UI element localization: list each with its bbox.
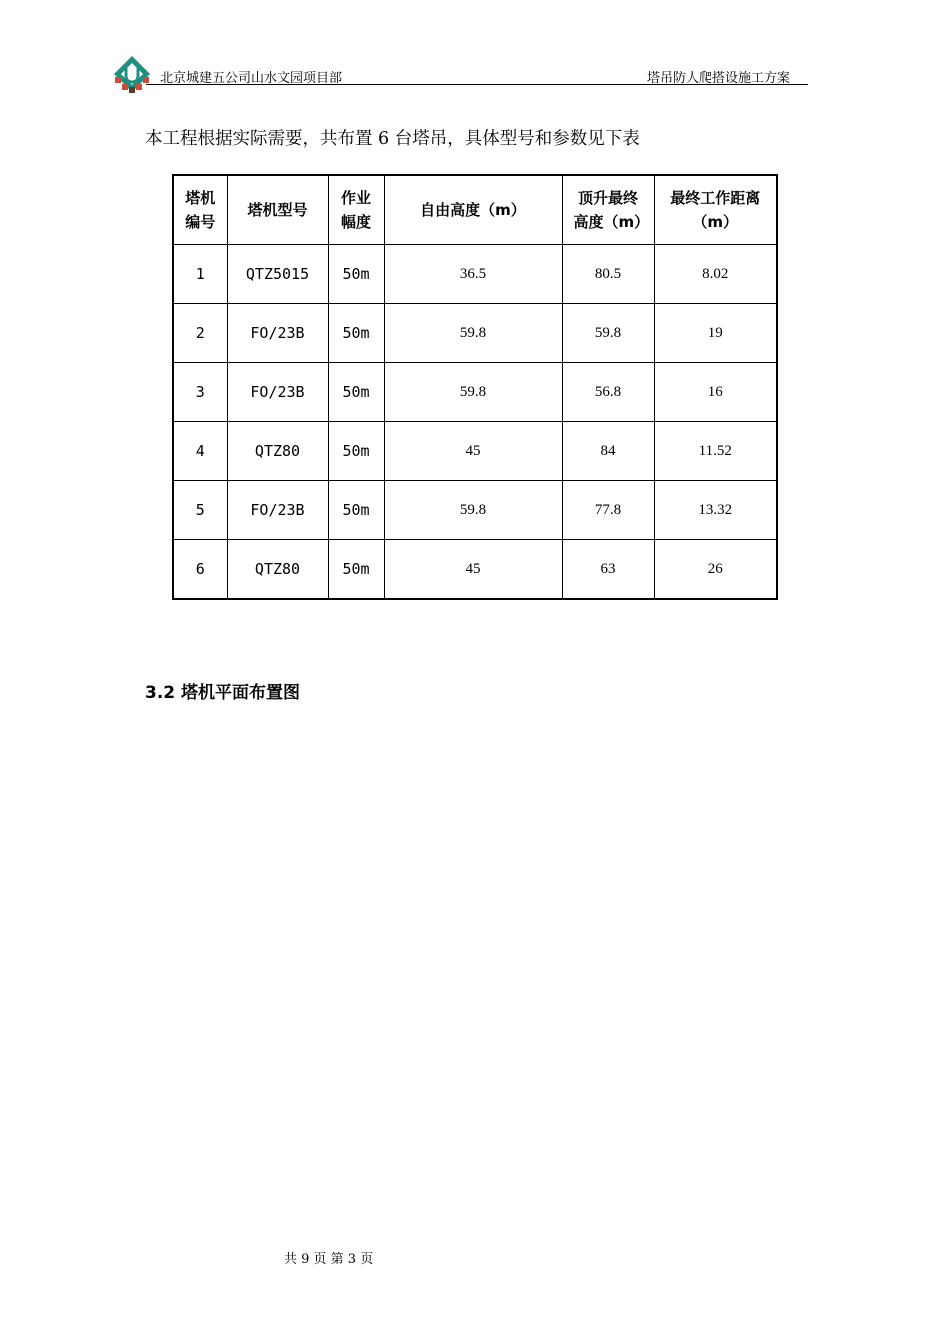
page-header <box>112 50 808 90</box>
cell-free-height: 59.8 <box>384 304 562 363</box>
cell-final-climb-height: 80.5 <box>562 245 654 304</box>
cell-final-working-distance: 8.02 <box>654 245 777 304</box>
cell-free-height: 36.5 <box>384 245 562 304</box>
cell-crane-number: 4 <box>173 422 227 481</box>
company-logo-icon <box>112 54 152 94</box>
cell-crane-number: 6 <box>173 540 227 600</box>
header-divider <box>146 84 808 85</box>
cell-final-working-distance: 16 <box>654 363 777 422</box>
crane-spec-table <box>172 174 778 600</box>
cell-final-working-distance: 19 <box>654 304 777 363</box>
cell-crane-model: FO/23B <box>227 481 328 540</box>
cell-working-radius: 50m <box>328 481 384 540</box>
col-header-final-climb-height: 顶升最终高度（m） <box>562 175 654 245</box>
table-row <box>173 363 777 422</box>
col-header-free-height: 自由高度（m） <box>384 175 562 245</box>
intro-paragraph: 本工程根据实际需要，共布置 6 台塔吊，具体型号和参数见下表 <box>145 129 640 149</box>
cell-final-climb-height: 56.8 <box>562 363 654 422</box>
cell-free-height: 45 <box>384 422 562 481</box>
cell-crane-model: QTZ5015 <box>227 245 328 304</box>
table-row <box>173 422 777 481</box>
cell-final-working-distance: 13.32 <box>654 481 777 540</box>
cell-working-radius: 50m <box>328 304 384 363</box>
section-heading: 3.2 塔机平面布置图 <box>145 683 301 703</box>
cell-free-height: 45 <box>384 540 562 600</box>
header-project-name: 北京城建五公司山水文园项目部 <box>160 71 343 86</box>
page-footer: 共 9 页 第 3 页 <box>284 1252 374 1267</box>
cell-crane-number: 2 <box>173 304 227 363</box>
cell-crane-model: QTZ80 <box>227 422 328 481</box>
header-document-title: 塔吊防人爬搭设施工方案 <box>646 71 790 86</box>
cell-final-working-distance: 26 <box>654 540 777 600</box>
cell-crane-number: 1 <box>173 245 227 304</box>
cell-crane-number: 5 <box>173 481 227 540</box>
table-row <box>173 304 777 363</box>
cell-working-radius: 50m <box>328 540 384 600</box>
table-row <box>173 245 777 304</box>
cell-final-climb-height: 84 <box>562 422 654 481</box>
cell-free-height: 59.8 <box>384 363 562 422</box>
cell-working-radius: 50m <box>328 363 384 422</box>
col-header-crane-number: 塔机编号 <box>173 175 227 245</box>
cell-crane-model: FO/23B <box>227 304 328 363</box>
cell-final-climb-height: 59.8 <box>562 304 654 363</box>
table-header-row <box>173 175 777 245</box>
col-header-working-radius: 作业幅度 <box>328 175 384 245</box>
cell-working-radius: 50m <box>328 422 384 481</box>
cell-crane-model: QTZ80 <box>227 540 328 600</box>
table-row <box>173 540 777 600</box>
cell-final-climb-height: 63 <box>562 540 654 600</box>
col-header-final-working-distance: 最终工作距离（m） <box>654 175 777 245</box>
cell-final-working-distance: 11.52 <box>654 422 777 481</box>
cell-final-climb-height: 77.8 <box>562 481 654 540</box>
table-row <box>173 481 777 540</box>
cell-free-height: 59.8 <box>384 481 562 540</box>
cell-crane-number: 3 <box>173 363 227 422</box>
col-header-crane-model: 塔机型号 <box>227 175 328 245</box>
cell-working-radius: 50m <box>328 245 384 304</box>
cell-crane-model: FO/23B <box>227 363 328 422</box>
